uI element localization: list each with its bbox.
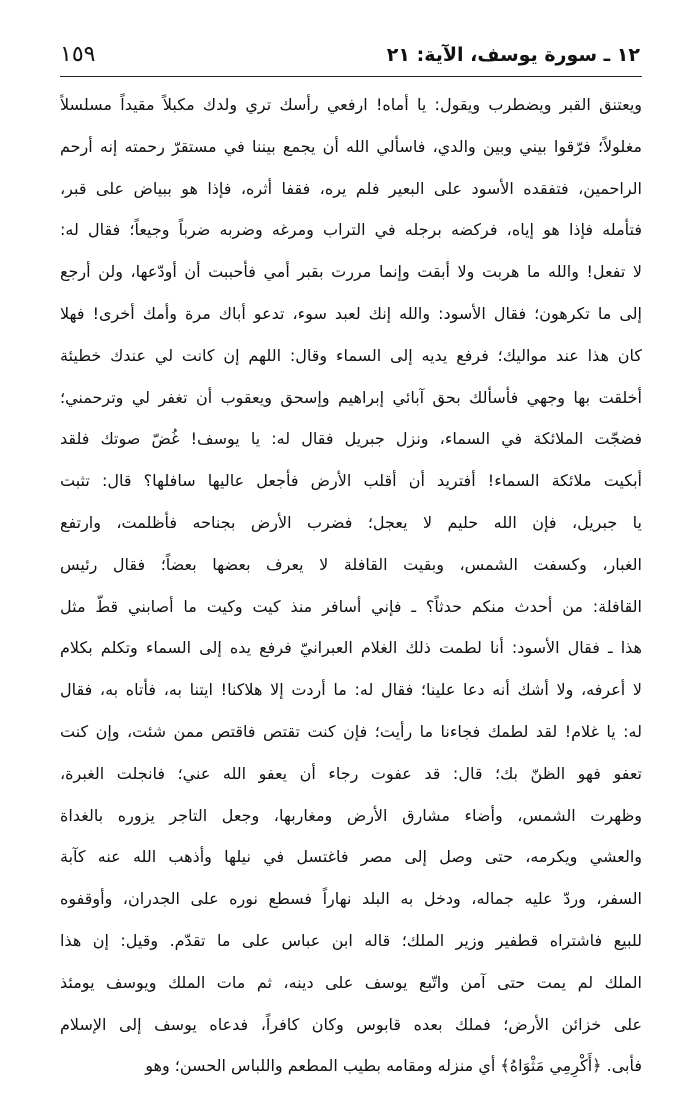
text-line: فأبى. ﴿أَكْرِمِي مَثْوَاهُ﴾ أي منزله ومقامه بطيب المطعم واللباس الحسن؛ وهو [145, 1056, 642, 1076]
text-line: ويعتنق القبر ويضطرب ويقول: يا أماه! ارفعي رأسك تري ولدك مكبلاً مقيداً مسلسلاً [60, 95, 642, 114]
text-line: مغلولاً؛ فرّقوا بيني وبين والدي، فاسألي الله أن يجمع بيننا في مستقرّ رحمته إنه أرحم [60, 136, 642, 156]
text-line: فضجّت الملائكة في السماء، ونزل جبريل فقال له: يا يوسف! غُضّ صوتك فلقد [60, 429, 642, 449]
running-head: ١٢ ـ سورة يوسف، الآية: ٢١ [386, 44, 640, 66]
text-line: له: يا غلام! لقد لطمك فجاءنا ما رأيت؛ فإن كنت تقتص فاقتص ممن شئت، وإن كنت [60, 721, 642, 741]
header-rule [60, 76, 642, 77]
body-text [60, 84, 642, 1087]
text-line: الراحمين، فتفقده الأسود على البعير فلم يره، فقفا أثره، فإذا هو ببياض على قبر، [60, 178, 642, 198]
text-line: والعشي ويكرمه، حتى وصل إلى مصر فاغتسل في نيلها وأذهب الله عنه كآبة [60, 847, 642, 867]
text-line: القافلة: من أحدث منكم حدثاً؟ ـ فإني أسافر منذ كيت وكيت ما أصابني قطّ مثل [60, 596, 642, 616]
text-line: كان هذا عند مواليك؛ فرفع يديه إلى السماء وقال: اللهم إن كانت لي عندك خطيئة [60, 345, 642, 365]
page-header [60, 40, 640, 74]
text-line: الملك لم يمت حتى آمن واتّبع يوسف على دينه، ثم مات الملك ويوسف يومئذ [60, 972, 642, 992]
text-line: هذا ـ فقال الأسود: أنا لطمت ذلك الغلام العبرانيّ فرفع يده إلى السماء وتكلم بكلام [60, 638, 642, 658]
text-line: أخلقت بها وجهي فأسألك بحق آبائي إبراهيم وإسحق ويعقوب أن تغفر لي وترحمني؛ [60, 387, 642, 407]
text-line: وظهرت الشمس، وأضاء مشارق الأرض ومغاربها، وجعل التاجر يزوره بالغداة [60, 805, 642, 825]
text-line: الغبار، وكسفت الشمس، وبقيت القافلة لا يعرف بعضها بعضاً؛ فقال رئيس [60, 554, 642, 574]
text-line: لا أعرفه، ولا أشك أنه دعا علينا؛ فقال له: ما أردت إلا هلاكنا! ايتنا به، فأتاه به، فقال [60, 680, 642, 700]
text-line: السفر، وردّ عليه جماله، ودخل به البلد نهاراً فسطع نوره على الجدران، وأوقفوه [60, 889, 642, 909]
text-line: فتأمله فإذا هو إياه، فركضه برجله في التراب ومرغه وضربه ضرباً وجيعاً؛ فقال له: [60, 220, 642, 240]
text-line: يا جبريل، فإن الله حليم لا يعجل؛ فضرب الأرض بجناحه فأظلمت، وارتفع [60, 512, 642, 532]
text-line: تعفو فهو الظنّ بك؛ قال: قد عفوت رجاء أن يعفو الله عني؛ فانجلت الغبرة، [60, 763, 642, 783]
page-number: ١٥٩ [60, 42, 96, 67]
text-line: لا تفعل! والله ما هربت ولا أبقت وإنما مررت بقبر أمي فأحببت أن أودّعها، ولن أرجع [60, 262, 642, 282]
text-line: على خزائن الأرض؛ فملك بعده قابوس وكان كافراً، فدعاه يوسف إلى الإسلام [60, 1014, 642, 1034]
text-line: إلى ما تكرهون؛ فقال الأسود: والله إنك لعبد سوء، تدعو أباك مرة وأمك أخرى! فهلا [60, 303, 642, 323]
text-line: أبكيت ملائكة السماء! أفتريد أن أقلب الأرض فأجعل عاليها سافلها؟ قال: تثبت [60, 471, 642, 491]
text-line: للبيع فاشتراه قطفير وزير الملك؛ قاله ابن عباس على ما تقدّم. وقيل: إن هذا [60, 930, 642, 950]
